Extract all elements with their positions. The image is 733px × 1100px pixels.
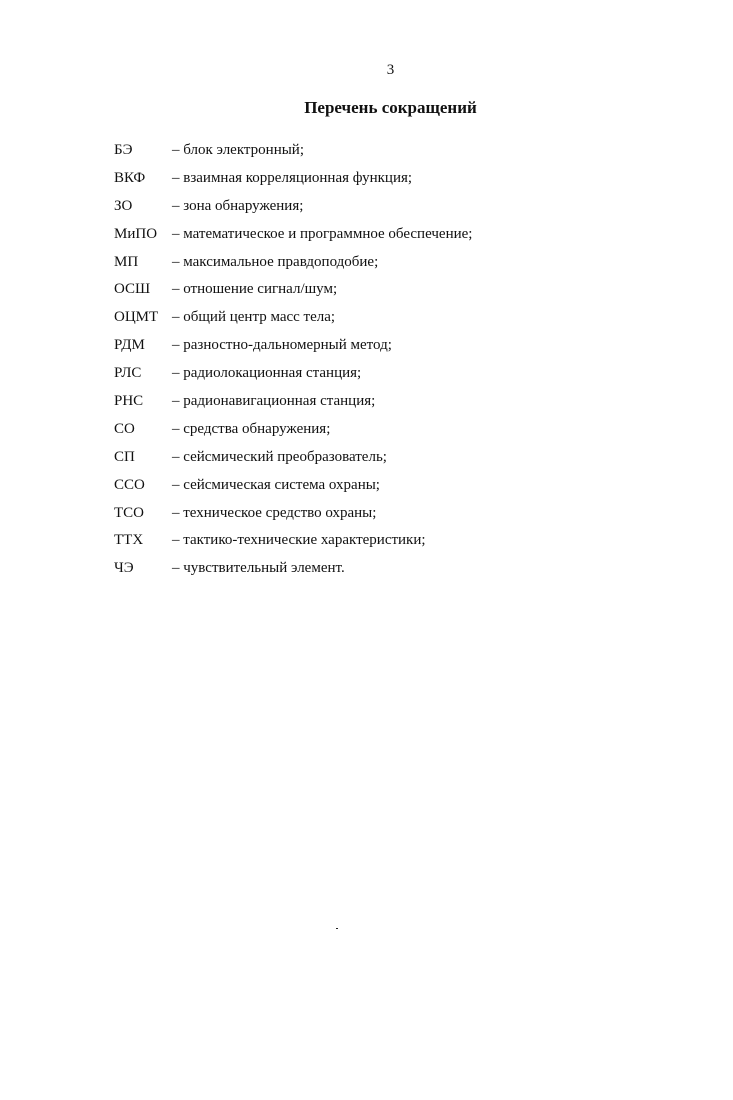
list-item <box>114 309 674 337</box>
list-item <box>114 198 674 226</box>
abbreviation-term: ТСО <box>114 504 144 521</box>
scan-speck <box>336 928 338 929</box>
abbreviation-list <box>114 142 674 588</box>
abbreviation-term: ТТХ <box>114 532 144 549</box>
page-number <box>0 60 733 80</box>
abbreviation-definition: – разностно-дальномерный метод; <box>172 337 392 354</box>
abbreviation-term: ОЦМТ <box>114 309 159 326</box>
abbreviation-term: МиПО <box>114 225 158 242</box>
abbreviation-term: ЗО <box>114 197 133 214</box>
list-item <box>114 337 674 365</box>
list-item <box>114 254 674 282</box>
list-item <box>114 226 674 254</box>
abbreviation-definition: – сейсмический преобразователь; <box>172 448 387 465</box>
abbreviation-definition: – радионавигационная станция; <box>172 393 376 410</box>
abbreviation-definition: – зона обнаружения; <box>172 197 304 214</box>
list-item <box>114 142 674 170</box>
list-item <box>114 393 674 421</box>
list-item <box>114 505 674 533</box>
list-item <box>114 365 674 393</box>
abbreviation-term: МП <box>114 253 139 270</box>
abbreviation-definition: – блок электронный; <box>172 142 304 158</box>
abbreviation-definition: – техническое средство охраны; <box>172 504 377 521</box>
abbreviation-definition: – радиолокационная станция; <box>172 365 362 382</box>
list-item <box>114 532 674 560</box>
abbreviation-definition: – максимальное правдоподобие; <box>172 253 379 270</box>
list-item <box>114 281 674 309</box>
page-number-text: 3 <box>386 62 395 78</box>
abbreviation-term: РДМ <box>114 337 145 354</box>
abbreviation-definition: – отношение сигнал/шум; <box>172 281 338 298</box>
list-item <box>114 560 674 588</box>
abbreviation-term: ЧЭ <box>114 560 134 577</box>
abbreviation-definition: – чувствительный элемент. <box>172 560 345 577</box>
abbreviation-term: РЛС <box>114 365 142 382</box>
list-item <box>114 449 674 477</box>
list-item <box>114 421 674 449</box>
abbreviation-term: РНС <box>114 393 144 410</box>
list-item <box>114 477 674 505</box>
abbreviation-term: БЭ <box>114 142 133 158</box>
abbreviation-term: СО <box>114 420 135 437</box>
abbreviation-definition: – сейсмическая система охраны; <box>172 476 380 493</box>
abbreviation-definition: – взаимная корреляционная функция; <box>172 169 413 186</box>
abbreviation-term: ОСШ <box>114 281 151 298</box>
abbreviation-term: ССО <box>114 476 145 493</box>
page-title-text: Перечень сокращений <box>304 98 477 117</box>
list-item <box>114 170 674 198</box>
page-title <box>0 97 733 119</box>
abbreviation-definition: – тактико-технические характеристики; <box>172 532 426 549</box>
abbreviation-definition: – общий центр масс тела; <box>172 309 336 326</box>
abbreviation-term: СП <box>114 448 135 465</box>
abbreviation-term: ВКФ <box>114 169 146 186</box>
abbreviation-definition: – математическое и программное обеспечение; <box>172 225 473 242</box>
abbreviation-definition: – средства обнаружения; <box>172 420 331 437</box>
